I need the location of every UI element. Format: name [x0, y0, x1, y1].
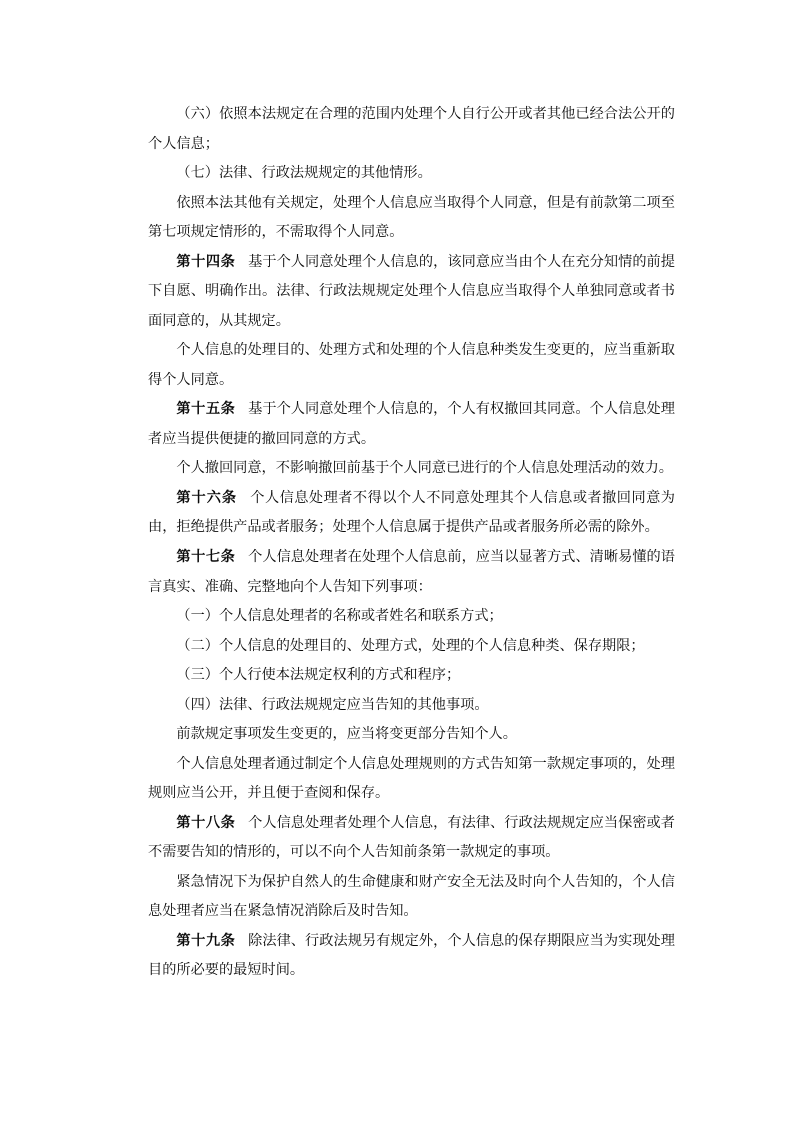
paragraph-article-15-p2: [148, 454, 675, 484]
paragraph-article-18: [148, 809, 675, 868]
paragraph-para-consent-exception: [148, 189, 675, 248]
paragraph-text: 基于个人同意处理个人信息的，该同意应当由个人在充分知情的前提下自愿、明确作出。法律、行政法规规定处理个人信息应当取得个人单独同意或者书面同意的，从其规定。: [148, 253, 675, 329]
paragraph-article-15: [148, 395, 675, 454]
paragraph-text: 紧急情况下为保护自然人的生命健康和财产安全无法及时向个人告知的，个人信息处理者应当在紧急情况消除后及时告知。: [148, 873, 675, 920]
document-body: [148, 100, 675, 986]
article-number: 第十八条: [176, 814, 236, 831]
paragraph-text: 前款规定事项发生变更的，应当将变更部分告知个人。: [176, 726, 517, 743]
article-number: 第十四条: [176, 253, 236, 270]
paragraph-text: 个人撤回同意，不影响撤回前基于个人同意已进行的个人信息处理活动的效力。: [176, 460, 673, 477]
paragraph-text: （一）个人信息处理者的名称或者姓名和联系方式；: [176, 608, 503, 625]
article-number: 第十九条: [176, 932, 236, 949]
paragraph-text: 依照本法其他有关规定，处理个人信息应当取得个人同意，但是有前款第二项至第七项规定情形的，不需取得个人同意。: [148, 194, 675, 241]
paragraph-article-17-item-3: [148, 661, 675, 691]
paragraph-article-17-item-2: [148, 632, 675, 662]
paragraph-text: 个人信息处理者在处理个人信息前，应当以显著方式、清晰易懂的语言真实、准确、完整地向个人告知下列事项：: [148, 548, 675, 595]
paragraph-article-17-p3: [148, 750, 675, 809]
article-number: 第十七条: [176, 548, 236, 565]
paragraph-article-14: [148, 248, 675, 337]
article-number: 第十六条: [176, 489, 238, 506]
paragraph-text: （七）法律、行政法规规定的其他情形。: [176, 165, 432, 182]
paragraph-item-7: [148, 159, 675, 189]
paragraph-article-16: [148, 484, 675, 543]
paragraph-text: 基于个人同意处理个人信息的，个人有权撤回其同意。个人信息处理者应当提供便捷的撤回同意的方式。: [148, 401, 675, 447]
paragraph-article-17-item-1: [148, 602, 675, 632]
paragraph-article-17: [148, 543, 675, 602]
paragraph-article-17-item-4: [148, 691, 675, 721]
paragraph-text: 个人信息处理者不得以个人不同意处理其个人信息或者撤回同意为由，拒绝提供产品或者服务；处理个人信息属于提供产品或者服务所必需的除外。: [148, 489, 675, 536]
paragraph-article-18-p2: [148, 868, 675, 927]
paragraph-text: 个人信息处理者通过制定个人信息处理规则的方式告知第一款规定事项的，处理规则应当公开，并且便于查阅和保存。: [148, 755, 675, 802]
paragraph-item-6: [148, 100, 675, 159]
paragraph-text: 个人信息处理者处理个人信息，有法律、行政法规规定应当保密或者不需要告知的情形的，可以不向个人告知前条第一款规定的事项。: [148, 814, 675, 861]
paragraph-article-19: [148, 927, 675, 986]
paragraph-text: （二）个人信息的处理目的、处理方式，处理的个人信息种类、保存期限；: [176, 637, 645, 654]
paragraph-text: 个人信息的处理目的、处理方式和处理的个人信息种类发生变更的，应当重新取得个人同意。: [148, 342, 675, 388]
paragraph-text: （三）个人行使本法规定权利的方式和程序；: [176, 667, 461, 684]
paragraph-text: （六）依照本法规定在合理的范围内处理个人自行公开或者其他已经合法公开的个人信息；: [148, 106, 675, 152]
article-number: 第十五条: [176, 401, 236, 418]
paragraph-article-17-p2: [148, 720, 675, 750]
paragraph-text: （四）法律、行政法规规定应当告知的其他事项。: [176, 696, 489, 713]
paragraph-article-14-p2: [148, 336, 675, 395]
paragraph-text: 除法律、行政法规另有规定外，个人信息的保存期限应当为实现处理目的所必要的最短时间。: [148, 932, 675, 979]
